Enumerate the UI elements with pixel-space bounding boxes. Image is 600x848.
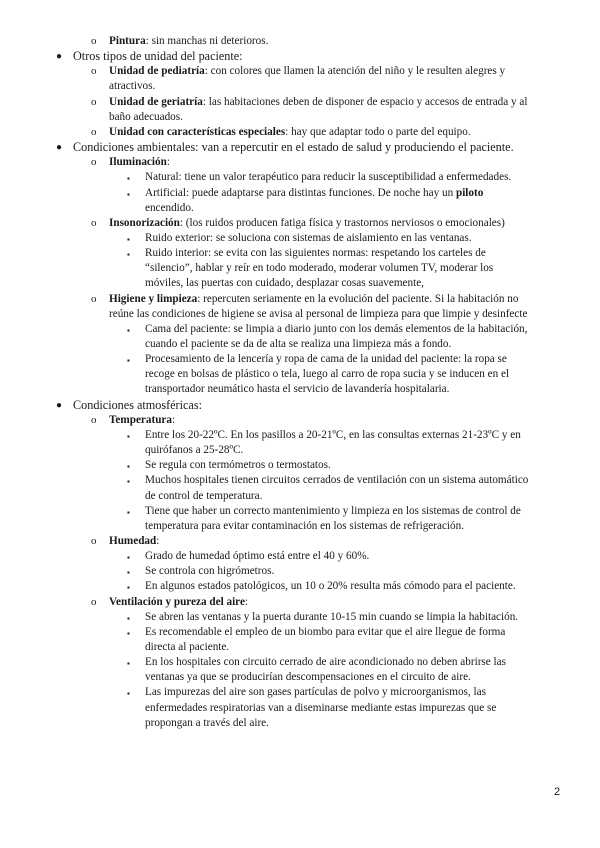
text-line [109, 79, 155, 94]
line-text: Entre los 20-22ºC. En los pasillos a 20-21ºC, en las consultas externas 21-23ºC y en [145, 429, 521, 441]
text-line [145, 322, 527, 337]
bold-term: Unidad con características especiales [109, 126, 286, 138]
bullet-circle-icon: o [91, 96, 97, 108]
line-text: Natural: tiene un valor terapéutico para reducir la susceptibilidad a enfermedades. [145, 171, 512, 183]
line-text: Ruido exterior: se soluciona con sistemas de aislamiento en las ventanas. [145, 232, 472, 244]
text-line [109, 64, 505, 79]
text-line [145, 685, 486, 700]
line-text: enfermedades respiratorias van a diseminarse mediante estas impurezas que se [145, 702, 497, 714]
line-text: Condiciones atmosféricas: [73, 398, 202, 412]
bold-term: Temperatura [109, 414, 172, 426]
line-text: Otros tipos de unidad del paciente: [73, 49, 243, 63]
text-line [145, 610, 518, 625]
line-text: Se controla con higrómetros. [145, 565, 275, 577]
line-text: : [166, 156, 170, 168]
text-line [145, 625, 505, 640]
bullet-square-icon: ▪ [127, 689, 130, 698]
text-line [145, 489, 262, 504]
line-text: : [244, 596, 249, 608]
text-line [145, 367, 509, 382]
text-line [109, 216, 505, 231]
line-text: Procesamiento de la lencería y ropa de cama de la unidad del paciente: la ropa se [145, 353, 507, 365]
text-line [145, 276, 424, 291]
line-text: Grado de humedad óptimo está entre el 40 y 60%. [145, 550, 370, 562]
bold-term: Ventilación y pureza del aire [109, 596, 245, 608]
text-line [145, 170, 511, 185]
line-text: propongan a través del aire. [145, 717, 269, 729]
text-line [145, 564, 274, 579]
bullet-square-icon: ▪ [127, 568, 130, 577]
line-text: de control de temperatura. [145, 490, 263, 502]
text-line [73, 49, 243, 64]
line-text: Se regula con termómetros o termostatos. [145, 459, 331, 471]
line-text: Muchos hospitales tienen circuitos cerrados de ventilación con un sistema automático [145, 474, 529, 486]
line-text: En los hospitales con circuito cerrado de aire acondicionado no deben abrirse las [145, 656, 506, 668]
text-line [145, 337, 451, 352]
line-text: ventanas ya que se producirían descompensaciones en el circuito de aire. [145, 671, 471, 683]
bullet-circle-icon: o [91, 596, 97, 608]
bold-term: Pintura [109, 35, 146, 47]
text-line [145, 246, 486, 261]
line-text: : (los ruidos producen fatiga física y trastornos nerviosos o emocionales) [179, 217, 505, 229]
bullet-square-icon: ▪ [127, 629, 130, 638]
bullet-circle-icon: o [91, 126, 97, 138]
bullet-disc-icon: ● [56, 142, 63, 153]
line-text: : las habitaciones deben de disponer de espacio y accesos de entrada y al [202, 96, 528, 108]
line-text: reúne las condiciones de higiene se avisa al personal de limpieza para que limpie y desinfecte [109, 308, 528, 320]
line-text: Ruido interior: se evita con las siguientes normas: respetando los carteles de [145, 247, 486, 259]
bullet-square-icon: ▪ [127, 326, 130, 335]
text-line [145, 201, 194, 216]
text-line [109, 292, 518, 307]
bullet-square-icon: ▪ [127, 614, 130, 623]
line-text: Tiene que haber un correcto mantenimiento y limpieza en los sistemas de control de [145, 505, 521, 517]
text-line [109, 34, 268, 49]
bullet-circle-icon: o [91, 293, 97, 305]
text-line [73, 140, 514, 155]
line-text: recoge en bolsas de plástico o tela, luego al carro de ropa sucia y se inducen en el [145, 368, 510, 380]
text-line [145, 473, 528, 488]
line-text: Se abren las ventanas y la puerta durante 10-15 min cuando se limpia la habitación. [145, 611, 519, 623]
line-text: quirófanos a 25-28ºC. [145, 444, 244, 456]
line-text: temperatura para evitar contaminación en los sistemas de refrigeración. [145, 520, 465, 532]
text-line [145, 382, 449, 397]
bold-term: Higiene y limpieza [109, 293, 198, 305]
line-text: móviles, las puertas con cuidado, desplazar cosas suavemente, [145, 277, 424, 289]
text-line [145, 504, 521, 519]
bold-term: Unidad de pediatría [109, 65, 205, 77]
text-line [73, 398, 202, 413]
bullet-circle-icon: o [91, 217, 97, 229]
bullet-disc-icon: ● [56, 400, 63, 411]
bold-term: piloto [455, 187, 484, 199]
line-text: “silencio”, hablar y reír en todo moderado, moderar volumen TV, moderar los [145, 262, 494, 274]
bold-term: Iluminación [109, 156, 167, 168]
text-line [145, 261, 493, 276]
bullet-square-icon: ▪ [127, 235, 130, 244]
text-line [145, 186, 483, 201]
bullet-square-icon: ▪ [127, 432, 130, 441]
text-line [109, 307, 527, 322]
text-line [145, 549, 369, 564]
text-line [145, 716, 269, 731]
line-text: : con colores que llamen la atención del niño y le resulten alegres y [204, 65, 506, 77]
line-text: encendido. [145, 202, 194, 214]
bullet-square-icon: ▪ [127, 553, 130, 562]
bullet-square-icon: ▪ [127, 659, 130, 668]
text-line [145, 519, 464, 534]
page-number: 2 [554, 786, 561, 798]
line-text: atractivos. [109, 80, 156, 92]
text-line [145, 428, 521, 443]
text-line [145, 655, 506, 670]
text-line [145, 579, 516, 594]
line-text: : repercuten seriamente en la evolución del paciente. Si la habitación no [197, 293, 519, 305]
text-line [145, 352, 507, 367]
bullet-circle-icon: o [91, 65, 97, 77]
bullet-circle-icon: o [91, 156, 97, 168]
bold-term: Insonorización [109, 217, 180, 229]
line-text: Artificial: puede adaptarse para distintas funciones. De noche hay un [145, 187, 456, 199]
line-text: directa al paciente. [145, 641, 230, 653]
text-line [109, 125, 471, 140]
text-line [145, 443, 243, 458]
bullet-square-icon: ▪ [127, 174, 130, 183]
bullet-square-icon: ▪ [127, 508, 130, 517]
text-line [109, 595, 248, 610]
text-line [145, 458, 331, 473]
bullet-disc-icon: ● [56, 51, 63, 62]
line-text: Las impurezas del aire son gases partículas de polvo y microorganismos, las [145, 686, 486, 698]
bullet-square-icon: ▪ [127, 250, 130, 259]
line-text: baño adecuados. [109, 111, 183, 123]
line-text: : sin manchas ni deterioros. [145, 35, 269, 47]
line-text: : [156, 535, 160, 547]
bold-term: Humedad [109, 535, 157, 547]
line-text: cuando el paciente se da de alta se realiza una limpieza más a fondo. [145, 338, 452, 350]
bullet-square-icon: ▪ [127, 477, 130, 486]
text-line [109, 413, 175, 428]
bullet-circle-icon: o [91, 35, 97, 47]
line-text: En algunos estados patológicos, un 10 o 20% resulta más cómodo para el paciente. [145, 580, 516, 592]
text-line [109, 155, 170, 170]
bullet-square-icon: ▪ [127, 462, 130, 471]
text-line [109, 534, 159, 549]
text-line [145, 670, 471, 685]
bullet-circle-icon: o [91, 535, 97, 547]
bullet-square-icon: ▪ [127, 583, 130, 592]
line-text: : [171, 414, 176, 426]
text-line [145, 701, 496, 716]
bold-term: Unidad de geriatría [109, 96, 203, 108]
text-line [145, 640, 229, 655]
bullet-square-icon: ▪ [127, 356, 130, 365]
bullet-square-icon: ▪ [127, 190, 130, 199]
line-text: Es recomendable el empleo de un biombo para evitar que el aire llegue de forma [145, 626, 506, 638]
line-text: transportador neumático hasta el servicio de lavandería hospitalaria. [145, 383, 450, 395]
line-text: : hay que adaptar todo o parte del equipo. [285, 126, 471, 138]
bullet-circle-icon: o [91, 414, 97, 426]
text-line [109, 110, 183, 125]
text-line [109, 95, 527, 110]
line-text: Cama del paciente: se limpia a diario junto con los demás elementos de la habitación, [145, 323, 528, 335]
line-text: Condiciones ambientales: van a repercutir en el estado de salud y produciendo el paciente. [73, 140, 514, 154]
text-line [145, 231, 472, 246]
